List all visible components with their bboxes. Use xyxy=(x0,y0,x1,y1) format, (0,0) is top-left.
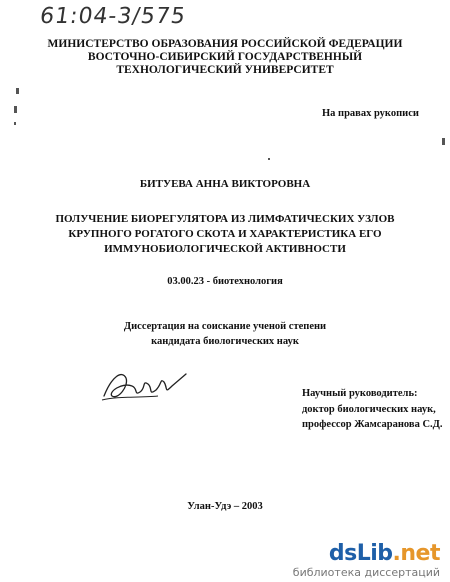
ministry-header xyxy=(0,38,450,77)
ministry-line-2: ВОСТОЧНО-СИБИРСКИЙ ГОСУДАРСТВЕННЫЙ xyxy=(87,51,363,63)
scan-mark xyxy=(268,158,270,160)
degree-line-2: кандидата биологических наук xyxy=(151,336,299,347)
degree-line-1: Диссертация на соискание ученой степени xyxy=(123,321,327,332)
title-line-3: ИММУНОБИОЛОГИЧЕСКОЙ АКТИВНОСТИ xyxy=(104,243,346,255)
author-name: БИТУЕВА АННА ВИКТОРОВНА xyxy=(139,178,311,190)
supervisor-block xyxy=(302,386,443,433)
supervisor-line-2: доктор биологических наук, xyxy=(302,403,436,415)
logo-suffix: .net xyxy=(392,541,440,566)
specialty-code: 03.00.23 - биотехнология xyxy=(167,276,283,287)
scan-mark xyxy=(14,122,16,125)
scan-mark xyxy=(14,106,17,113)
scan-mark xyxy=(16,88,19,94)
handwritten-signature xyxy=(98,366,190,408)
city-year: Улан-Удэ – 2003 xyxy=(187,501,263,512)
title-line-2: КРУПНОГО РОГАТОГО СКОТА И ХАРАКТЕРИСТИКА ЕГО xyxy=(68,228,382,240)
title-line-1: ПОЛУЧЕНИЕ БИОРЕГУЛЯТОРА ИЗ ЛИМФАТИЧЕСКИХ УЗЛОВ xyxy=(55,213,395,225)
supervisor-line-1: Научный руководитель: xyxy=(302,388,418,399)
ministry-line-3: ТЕХНОЛОГИЧЕСКИЙ УНИВЕРСИТЕТ xyxy=(116,64,334,76)
dissertation-title xyxy=(0,212,450,257)
logo-main: dsLib xyxy=(328,541,393,566)
degree-statement xyxy=(0,319,450,349)
ministry-line-1: МИНИСТЕРСТВО ОБРАЗОВАНИЯ РОССИЙСКОЙ ФЕДЕРАЦИИ xyxy=(47,38,403,50)
dslib-logo xyxy=(293,543,440,565)
manuscript-note: На правах рукописи xyxy=(322,108,419,119)
watermark-subtitle: библиотека диссертаций xyxy=(292,566,440,579)
scan-mark xyxy=(442,138,445,145)
archive-number: 61:04-3/575 xyxy=(38,4,188,29)
dslib-watermark xyxy=(293,543,440,579)
supervisor-line-3: профессор Жамсаранова С.Д. xyxy=(302,419,443,430)
